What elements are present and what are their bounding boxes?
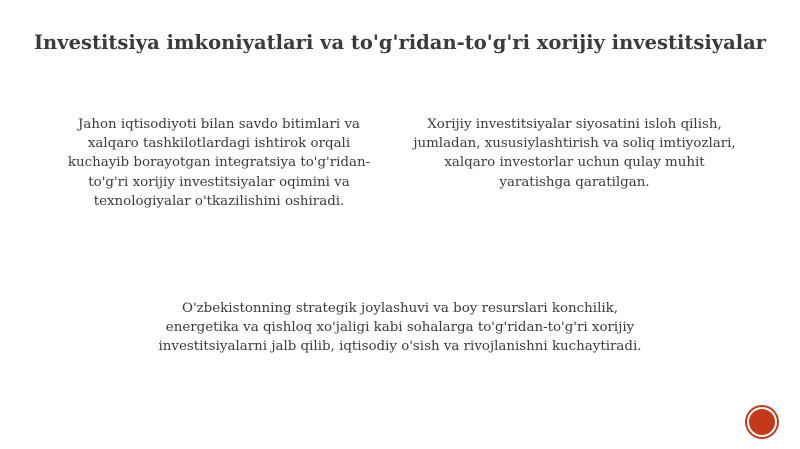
paragraph-bottom: O'zbekistonning strategik joylashuvi va boy resurslari konchilik, energetika va qishloq xo'jaligi kabi sohalarga to'g'ridan-to'g'ri xorijiy investitsiyalarni jalb qilib, iqtisodiy o'sish va rivojlanishni kuchaytiradi. — [158, 301, 642, 355]
chevron-right-icon — [756, 416, 768, 428]
paragraph-right: Xorijiy investitsiyalar siyosatini isloh qilish, jumladan, xususiylashtirish va soliq imtiyozlari, xalqaro investorlar uchun qulay muhit yaratishga qaratilgan. — [413, 117, 736, 190]
slide-title: Investitsiya imkoniyatlari va to'g'ridan-to'g'ri xorijiy investitsiyalar — [33, 31, 767, 54]
paragraph-left: Jahon iqtisodiyoti bilan savdo bitimlari va xalqaro tashkilotlardagi ishtirok orqali kuchayib borayotgan integratsiya to'g'ridan- to'g'ri xorijiy investitsiyalar oqimini va texnologiyalar o'tkazilishini oshiradi. — [67, 117, 371, 209]
next-slide-button[interactable] — [747, 407, 777, 437]
